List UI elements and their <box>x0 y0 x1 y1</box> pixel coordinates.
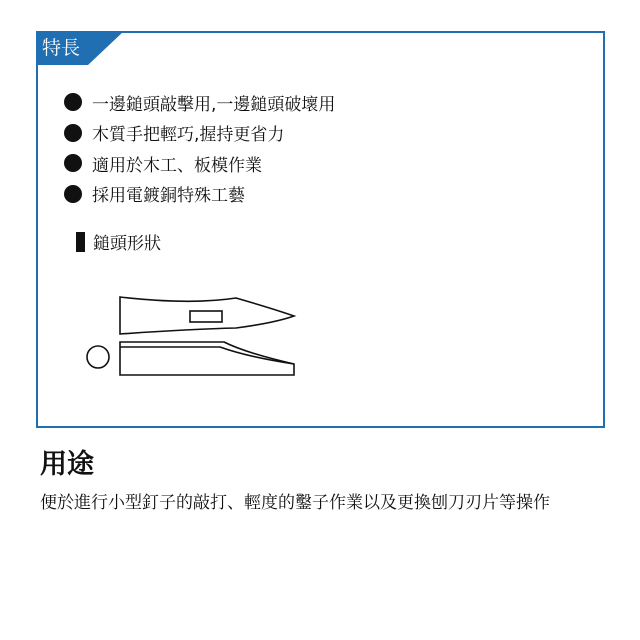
bullet-icon <box>64 154 82 172</box>
feature-text: 採用電鍍銅特殊工藝 <box>92 186 245 207</box>
feature-item <box>64 87 335 118</box>
features-tab-label: 特長 <box>36 31 88 65</box>
feature-text: 適用於木工、板模作業 <box>92 155 262 176</box>
bullet-icon <box>64 124 82 142</box>
tab-corner-decoration <box>88 31 124 65</box>
feature-item <box>64 179 335 210</box>
handle-slot <box>190 311 222 322</box>
feature-list <box>64 87 335 209</box>
feature-item <box>64 148 335 179</box>
hammer-top-view <box>120 297 294 334</box>
hammer-face-circle <box>87 346 109 368</box>
bullet-icon <box>64 185 82 203</box>
usage-text: 便於進行小型釘子的敲打、輕度的鑿子作業以及更換刨刀刃片等操作 <box>40 493 550 513</box>
features-panel <box>36 31 605 428</box>
usage-title: 用途 <box>40 449 94 480</box>
hammer-shape-heading <box>76 229 161 254</box>
square-bullet-icon <box>76 232 85 252</box>
hammer-shape-label: 鎚頭形狀 <box>93 234 161 254</box>
features-tab <box>36 31 124 65</box>
bullet-icon <box>64 93 82 111</box>
feature-item <box>64 118 335 149</box>
feature-text: 一邊鎚頭敲擊用,一邊鎚頭破壞用 <box>92 94 336 115</box>
hammer-side-bevel <box>120 347 294 364</box>
feature-text: 木質手把輕巧,握持更省力 <box>92 125 285 146</box>
hammer-head-diagram <box>86 291 306 386</box>
